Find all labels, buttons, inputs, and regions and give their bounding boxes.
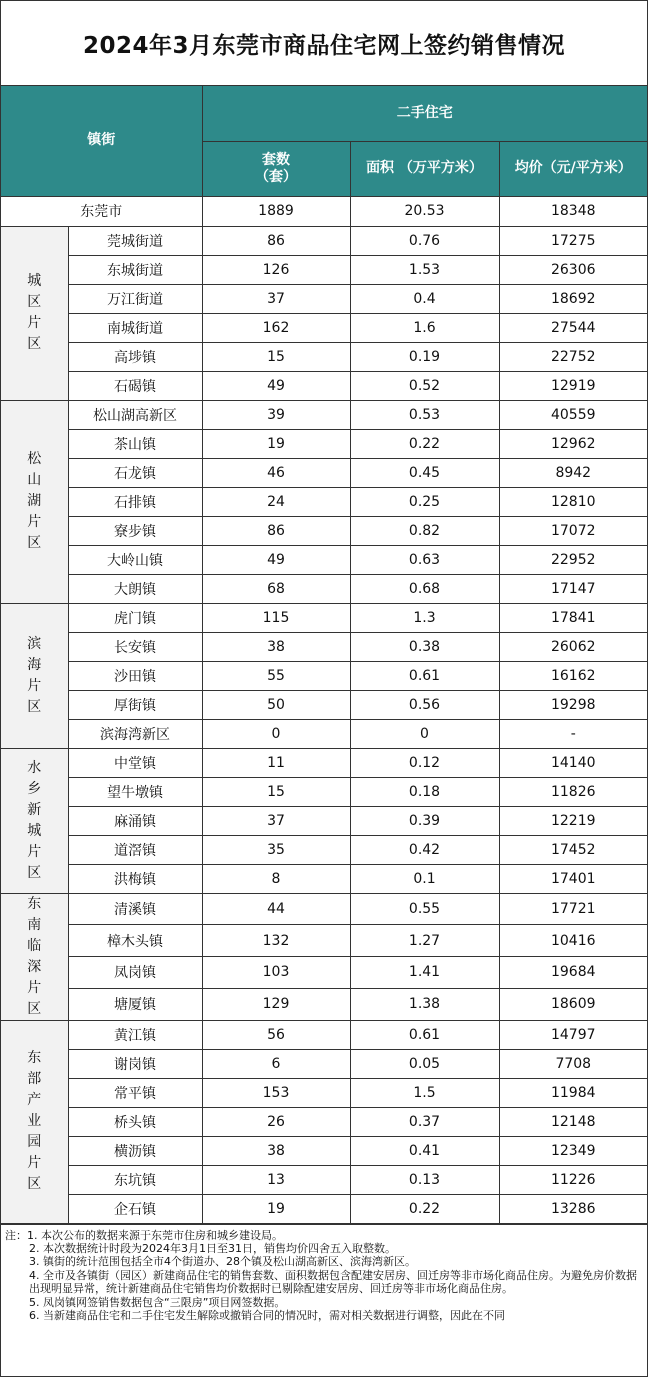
- units-cell: 6: [202, 1049, 350, 1078]
- city-area: 20.53: [350, 196, 499, 226]
- footnote-line: 6. 当新建商品住宅和二手住宅发生解除或撤销合同的情况时，需对相关数据进行调整，因此在不同: [29, 1308, 505, 1322]
- table-row: [1, 719, 647, 748]
- table-row: [1, 864, 647, 893]
- city-total-row: [1, 196, 647, 226]
- table-row: [1, 835, 647, 864]
- table-row: [1, 1136, 647, 1165]
- table-row: [1, 806, 647, 835]
- price-cell: 11984: [499, 1078, 647, 1107]
- area-cell: 0.38: [350, 632, 499, 661]
- price-cell: 13286: [499, 1194, 647, 1223]
- footnotes: [1, 1224, 647, 1323]
- area-cell: 0.42: [350, 835, 499, 864]
- units-cell: 68: [202, 574, 350, 603]
- area-cell: 0.68: [350, 574, 499, 603]
- town-name: 莞城街道: [68, 226, 202, 255]
- price-cell: 22952: [499, 545, 647, 574]
- town-name: 樟木头镇: [68, 925, 202, 957]
- units-cell: 11: [202, 748, 350, 777]
- price-cell: 17721: [499, 893, 647, 925]
- area-cell: 0.76: [350, 226, 499, 255]
- city-name: 东莞市: [1, 196, 202, 226]
- table-row: [1, 313, 647, 342]
- table-row: [1, 632, 647, 661]
- units-cell: 38: [202, 632, 350, 661]
- price-cell: 12219: [499, 806, 647, 835]
- price-cell: 17147: [499, 574, 647, 603]
- area-cell: 0.55: [350, 893, 499, 925]
- price-cell: 22752: [499, 342, 647, 371]
- header-group: 二手住宅: [202, 86, 647, 141]
- price-cell: 17841: [499, 603, 647, 632]
- area-cell: 1.3: [350, 603, 499, 632]
- table-row: [1, 603, 647, 632]
- city-price: 18348: [499, 196, 647, 226]
- price-cell: -: [499, 719, 647, 748]
- price-cell: 26062: [499, 632, 647, 661]
- area-cell: 0.12: [350, 748, 499, 777]
- price-cell: 12148: [499, 1107, 647, 1136]
- town-name: 石龙镇: [68, 458, 202, 487]
- table-row: [1, 1020, 647, 1049]
- units-cell: 50: [202, 690, 350, 719]
- table-row: [1, 1165, 647, 1194]
- table-row: [1, 1049, 647, 1078]
- units-cell: 38: [202, 1136, 350, 1165]
- area-cell: 0.53: [350, 400, 499, 429]
- units-cell: 19: [202, 429, 350, 458]
- town-name: 桥头镇: [68, 1107, 202, 1136]
- footnote-line: 5. 凤岗镇网签销售数据包含“三限房”项目网签数据。: [29, 1295, 286, 1309]
- town-name: 横沥镇: [68, 1136, 202, 1165]
- table-row: [1, 458, 647, 487]
- table-row: [1, 516, 647, 545]
- area-cell: 0.39: [350, 806, 499, 835]
- footnote-line: 2. 本次数据统计时段为2024年3月1日至31日，销售均价四舍五入取整数。: [29, 1241, 396, 1255]
- table-row: [1, 284, 647, 313]
- table-row: [1, 925, 647, 957]
- town-name: 滨海湾新区: [68, 719, 202, 748]
- town-name: 厚街镇: [68, 690, 202, 719]
- area-cell: 0.18: [350, 777, 499, 806]
- units-cell: 44: [202, 893, 350, 925]
- table-row: [1, 988, 647, 1020]
- header-units: 套数 （套）: [202, 141, 350, 196]
- area-cell: 0.25: [350, 487, 499, 516]
- area-cell: 1.53: [350, 255, 499, 284]
- town-name: 大岭山镇: [68, 545, 202, 574]
- town-name: 道滘镇: [68, 835, 202, 864]
- price-cell: 19684: [499, 957, 647, 989]
- price-cell: 16162: [499, 661, 647, 690]
- area-cell: 1.27: [350, 925, 499, 957]
- sales-table: [1, 86, 647, 1224]
- town-name: 东坑镇: [68, 1165, 202, 1194]
- district-label: 东南临深片区: [1, 893, 68, 1020]
- footnote-line: 3. 镇街的统计范围包括全市4个街道办、28个镇及松山湖高新区、滨海湾新区。: [29, 1255, 416, 1269]
- header-area: 面积 （万平方米）: [350, 141, 499, 196]
- units-cell: 15: [202, 777, 350, 806]
- town-name: 清溪镇: [68, 893, 202, 925]
- footnote-line: 注：1. 本次公布的数据来源于东莞市住房和城乡建设局。: [5, 1228, 283, 1242]
- district-label: 东部产业园片区: [1, 1020, 68, 1223]
- district-label: 水乡新城片区: [1, 748, 68, 893]
- price-cell: 40559: [499, 400, 647, 429]
- footnote-line: 4. 全市及各镇街（园区）新建商品住宅的销售套数、面积数据包含配建安居房、回迁房等非市场化商品住房。为避免房价数据出现明显异常，统计新建商品住宅销售均价数据时已剔除配建安居房、回迁房等非市场化商品住房。: [29, 1268, 637, 1296]
- units-cell: 153: [202, 1078, 350, 1107]
- town-name: 沙田镇: [68, 661, 202, 690]
- town-name: 黄江镇: [68, 1020, 202, 1049]
- table-row: [1, 748, 647, 777]
- area-cell: 0.22: [350, 429, 499, 458]
- table-row: [1, 690, 647, 719]
- units-cell: 39: [202, 400, 350, 429]
- district-label: 城区片区: [1, 226, 68, 400]
- units-cell: 103: [202, 957, 350, 989]
- price-cell: 17452: [499, 835, 647, 864]
- area-cell: 0.63: [350, 545, 499, 574]
- header-price: 均价（元/平方米）: [499, 141, 647, 196]
- area-cell: 0.56: [350, 690, 499, 719]
- price-cell: 17072: [499, 516, 647, 545]
- price-cell: 14797: [499, 1020, 647, 1049]
- units-cell: 0: [202, 719, 350, 748]
- price-cell: 17275: [499, 226, 647, 255]
- area-cell: 1.38: [350, 988, 499, 1020]
- table-row: [1, 342, 647, 371]
- town-name: 常平镇: [68, 1078, 202, 1107]
- table-row: [1, 1107, 647, 1136]
- area-cell: 0: [350, 719, 499, 748]
- table-row: [1, 957, 647, 989]
- area-cell: 0.41: [350, 1136, 499, 1165]
- town-name: 中堂镇: [68, 748, 202, 777]
- header-town: 镇街: [1, 86, 202, 196]
- units-cell: 162: [202, 313, 350, 342]
- table-row: [1, 226, 647, 255]
- price-cell: 26306: [499, 255, 647, 284]
- price-cell: 10416: [499, 925, 647, 957]
- units-cell: 37: [202, 806, 350, 835]
- table-row: [1, 487, 647, 516]
- units-cell: 115: [202, 603, 350, 632]
- table-row: [1, 429, 647, 458]
- town-name: 茶山镇: [68, 429, 202, 458]
- units-cell: 126: [202, 255, 350, 284]
- table-row: [1, 371, 647, 400]
- area-cell: 0.52: [350, 371, 499, 400]
- town-name: 塘厦镇: [68, 988, 202, 1020]
- town-name: 大朗镇: [68, 574, 202, 603]
- price-cell: 14140: [499, 748, 647, 777]
- price-cell: 11226: [499, 1165, 647, 1194]
- price-cell: 12962: [499, 429, 647, 458]
- area-cell: 0.45: [350, 458, 499, 487]
- town-name: 洪梅镇: [68, 864, 202, 893]
- units-cell: 86: [202, 226, 350, 255]
- district-label: 滨海片区: [1, 603, 68, 748]
- town-name: 松山湖高新区: [68, 400, 202, 429]
- area-cell: 0.13: [350, 1165, 499, 1194]
- area-cell: 0.61: [350, 1020, 499, 1049]
- table-row: [1, 400, 647, 429]
- units-cell: 86: [202, 516, 350, 545]
- town-name: 长安镇: [68, 632, 202, 661]
- units-cell: 24: [202, 487, 350, 516]
- price-cell: 11826: [499, 777, 647, 806]
- units-cell: 49: [202, 371, 350, 400]
- units-cell: 19: [202, 1194, 350, 1223]
- district-label: 松山湖片区: [1, 400, 68, 603]
- town-name: 麻涌镇: [68, 806, 202, 835]
- area-cell: 0.37: [350, 1107, 499, 1136]
- table-row: [1, 574, 647, 603]
- table-row: [1, 255, 647, 284]
- area-cell: 0.82: [350, 516, 499, 545]
- town-name: 凤岗镇: [68, 957, 202, 989]
- units-cell: 49: [202, 545, 350, 574]
- units-cell: 55: [202, 661, 350, 690]
- price-cell: 7708: [499, 1049, 647, 1078]
- table-row: [1, 1078, 647, 1107]
- price-cell: 19298: [499, 690, 647, 719]
- town-name: 东城街道: [68, 255, 202, 284]
- area-cell: 1.5: [350, 1078, 499, 1107]
- town-name: 企石镇: [68, 1194, 202, 1223]
- area-cell: 0.22: [350, 1194, 499, 1223]
- units-cell: 26: [202, 1107, 350, 1136]
- town-name: 谢岗镇: [68, 1049, 202, 1078]
- units-cell: 35: [202, 835, 350, 864]
- table-row: [1, 893, 647, 925]
- table-row: [1, 1194, 647, 1223]
- price-cell: 18692: [499, 284, 647, 313]
- area-cell: 1.41: [350, 957, 499, 989]
- area-cell: 0.4: [350, 284, 499, 313]
- units-cell: 129: [202, 988, 350, 1020]
- price-cell: 8942: [499, 458, 647, 487]
- price-cell: 18609: [499, 988, 647, 1020]
- town-name: 虎门镇: [68, 603, 202, 632]
- price-cell: 12810: [499, 487, 647, 516]
- table-row: [1, 777, 647, 806]
- town-name: 石碣镇: [68, 371, 202, 400]
- price-cell: 17401: [499, 864, 647, 893]
- units-cell: 46: [202, 458, 350, 487]
- area-cell: 0.61: [350, 661, 499, 690]
- area-cell: 1.6: [350, 313, 499, 342]
- price-cell: 12919: [499, 371, 647, 400]
- units-cell: 15: [202, 342, 350, 371]
- town-name: 寮步镇: [68, 516, 202, 545]
- units-cell: 56: [202, 1020, 350, 1049]
- table-row: [1, 661, 647, 690]
- town-name: 高埗镇: [68, 342, 202, 371]
- table-row: [1, 545, 647, 574]
- page-title: 2024年3月东莞市商品住宅网上签约销售情况: [1, 1, 647, 86]
- units-cell: 13: [202, 1165, 350, 1194]
- city-units: 1889: [202, 196, 350, 226]
- town-name: 石排镇: [68, 487, 202, 516]
- price-cell: 12349: [499, 1136, 647, 1165]
- town-name: 望牛墩镇: [68, 777, 202, 806]
- area-cell: 0.05: [350, 1049, 499, 1078]
- price-cell: 27544: [499, 313, 647, 342]
- town-name: 万江街道: [68, 284, 202, 313]
- town-name: 南城街道: [68, 313, 202, 342]
- units-cell: 132: [202, 925, 350, 957]
- area-cell: 0.19: [350, 342, 499, 371]
- units-cell: 37: [202, 284, 350, 313]
- area-cell: 0.1: [350, 864, 499, 893]
- units-cell: 8: [202, 864, 350, 893]
